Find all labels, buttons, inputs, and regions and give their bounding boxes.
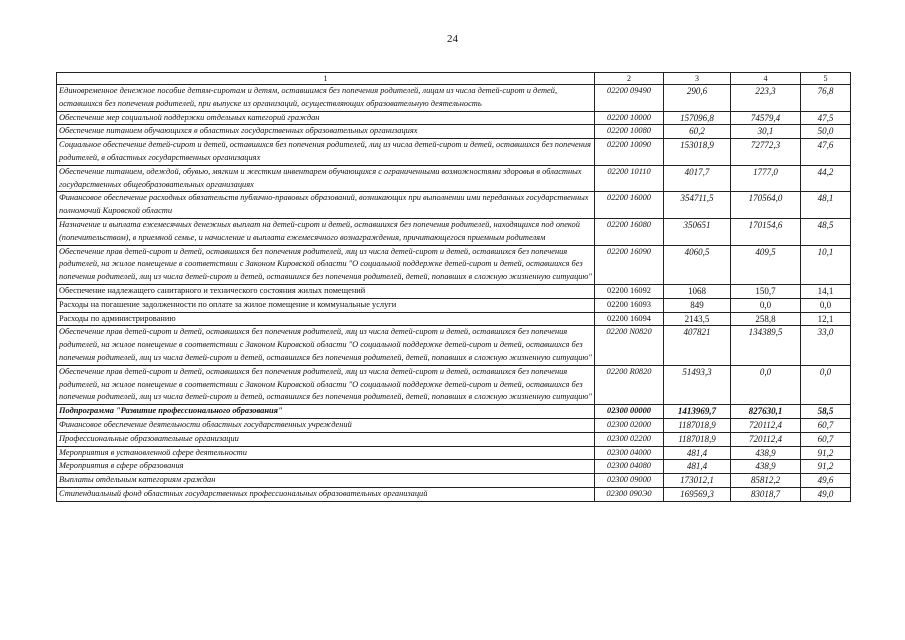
table-row xyxy=(57,326,851,365)
table-row xyxy=(57,139,851,166)
row-percent-cell: 47,5 xyxy=(801,111,851,125)
row-fact-cell: 72772,3 xyxy=(731,139,801,166)
row-plan-cell: 290,6 xyxy=(664,85,731,112)
row-name-cell: Единовременное денежное пособие детям-сиротам и детям, оставшимся без попечения родителей, лицам из числа детей-сирот и детей, оставшихся без попечения родителей, при выпуске из организаций, осуществляющих образовательную деятельность xyxy=(57,85,595,112)
table-row xyxy=(57,418,851,432)
table-body xyxy=(57,85,851,502)
col-header-fact: 4 xyxy=(731,73,801,85)
row-code-cell: 02200 R0820 xyxy=(595,365,664,404)
row-percent-cell: 50,0 xyxy=(801,125,851,139)
row-percent-cell: 91,2 xyxy=(801,460,851,474)
row-name-cell: Мероприятия в сфере образования xyxy=(57,460,595,474)
page-number: 24 xyxy=(447,33,458,45)
row-name-cell: Обеспечение надлежащего санитарного и технического состояния жилых помещений xyxy=(57,284,595,298)
budget-table xyxy=(56,72,851,502)
table-row xyxy=(57,85,851,112)
row-plan-cell: 169569,3 xyxy=(664,487,731,501)
row-name-cell: Профессиональные образовательные организации xyxy=(57,432,595,446)
row-percent-cell: 0,0 xyxy=(801,298,851,312)
row-code-cell: 02200 10000 xyxy=(595,111,664,125)
table-row xyxy=(57,245,851,284)
row-fact-cell: 134389,5 xyxy=(731,326,801,365)
row-name-cell: Обеспечение мер социальной поддержки отдельных категорий граждан xyxy=(57,111,595,125)
row-code-cell: 02200 10090 xyxy=(595,139,664,166)
row-fact-cell: 85812,2 xyxy=(731,474,801,488)
row-code-cell: 02300 090Э0 xyxy=(595,487,664,501)
row-plan-cell: 354711,5 xyxy=(664,192,731,219)
row-percent-cell: 49,0 xyxy=(801,487,851,501)
row-fact-cell: 170564,0 xyxy=(731,192,801,219)
col-header-plan: 3 xyxy=(664,73,731,85)
row-percent-cell: 60,7 xyxy=(801,432,851,446)
row-code-cell: 02300 00000 xyxy=(595,405,664,419)
table-row xyxy=(57,365,851,404)
col-header-code: 2 xyxy=(595,73,664,85)
row-code-cell: 02200 16000 xyxy=(595,192,664,219)
row-fact-cell: 438,9 xyxy=(731,460,801,474)
row-code-cell: 02200 N0820 xyxy=(595,326,664,365)
row-percent-cell: 10,1 xyxy=(801,245,851,284)
table-row xyxy=(57,432,851,446)
table-row xyxy=(57,487,851,501)
row-fact-cell: 74579,4 xyxy=(731,111,801,125)
row-percent-cell: 0,0 xyxy=(801,365,851,404)
row-fact-cell: 720112,4 xyxy=(731,418,801,432)
col-header-name: 1 xyxy=(57,73,595,85)
row-percent-cell: 48,5 xyxy=(801,218,851,245)
row-percent-cell: 33,0 xyxy=(801,326,851,365)
row-fact-cell: 409,5 xyxy=(731,245,801,284)
row-plan-cell: 481,4 xyxy=(664,446,731,460)
row-name-cell: Обеспечение питанием, одеждой, обувью, мягким и жестким инвентарем обучающихся с ограниченными возможностями здоровья в областных государственных общеобразовательных организациях xyxy=(57,165,595,192)
row-percent-cell: 76,8 xyxy=(801,85,851,112)
row-name-cell: Подпрограмма "Развитие профессионального образования" xyxy=(57,405,595,419)
row-plan-cell: 407821 xyxy=(664,326,731,365)
row-code-cell: 02300 04000 xyxy=(595,446,664,460)
row-plan-cell: 2143,5 xyxy=(664,312,731,326)
row-fact-cell: 0,0 xyxy=(731,298,801,312)
row-plan-cell: 4060,5 xyxy=(664,245,731,284)
row-fact-cell: 258,8 xyxy=(731,312,801,326)
row-name-cell: Расходы на погашение задолженности по оплате за жилое помещение и коммунальные услуги xyxy=(57,298,595,312)
row-code-cell: 02200 16080 xyxy=(595,218,664,245)
row-name-cell: Обеспечение прав детей-сирот и детей, оставшихся без попечения родителей, лиц из числа детей-сирот и детей, оставшихся без попечения родителей, на жилое помещение в соответствии с Законом Кировской области "О социальной поддержке детей-сирот и детей, оставшихся без попечения родителей, лиц из числа детей-сирот и детей, оставшихся без попечения родителей, детей, попавших в сложную жизненную ситуацию" xyxy=(57,365,595,404)
row-fact-cell: 170154,6 xyxy=(731,218,801,245)
row-fact-cell: 30,1 xyxy=(731,125,801,139)
row-plan-cell: 1068 xyxy=(664,284,731,298)
row-plan-cell: 1187018,9 xyxy=(664,432,731,446)
row-percent-cell: 49,6 xyxy=(801,474,851,488)
row-fact-cell: 83018,7 xyxy=(731,487,801,501)
row-name-cell: Стипендиальный фонд областных государственных профессиональных образовательных организаций xyxy=(57,487,595,501)
row-name-cell: Выплаты отдельным категориям граждан xyxy=(57,474,595,488)
table-row xyxy=(57,284,851,298)
row-code-cell: 02200 10080 xyxy=(595,125,664,139)
row-percent-cell: 48,1 xyxy=(801,192,851,219)
row-percent-cell: 14,1 xyxy=(801,284,851,298)
table-row xyxy=(57,446,851,460)
row-name-cell: Мероприятия в установленной сфере деятельности xyxy=(57,446,595,460)
header-row xyxy=(57,73,851,85)
table-row xyxy=(57,125,851,139)
row-code-cell: 02300 09000 xyxy=(595,474,664,488)
table-row xyxy=(57,405,851,419)
row-percent-cell: 12,1 xyxy=(801,312,851,326)
row-plan-cell: 1413969,7 xyxy=(664,405,731,419)
row-fact-cell: 720112,4 xyxy=(731,432,801,446)
row-plan-cell: 60,2 xyxy=(664,125,731,139)
row-plan-cell: 350651 xyxy=(664,218,731,245)
row-name-cell: Обеспечение прав детей-сирот и детей, оставшихся без попечения родителей, лиц из числа детей-сирот и детей, оставшихся без попечения родителей, на жилое помещение в соответствии с Законом Кировской области "О социальной поддержке детей-сирот и детей, оставшихся без попечения родителей, лиц из числа детей-сирот и детей, оставшихся без попечения родителей, детей, попавших в сложную жизненную ситуацию" xyxy=(57,326,595,365)
row-name-cell: Обеспечение питанием обучающихся в областных государственных образовательных организациях xyxy=(57,125,595,139)
row-percent-cell: 44,2 xyxy=(801,165,851,192)
row-percent-cell: 60,7 xyxy=(801,418,851,432)
table-row xyxy=(57,192,851,219)
table-row xyxy=(57,298,851,312)
row-code-cell: 02200 16092 xyxy=(595,284,664,298)
row-name-cell: Обеспечение прав детей-сирот и детей, оставшихся без попечения родителей, лиц из числа детей-сирот и детей, оставшихся без попечения родителей, на жилое помещение в соответствии с Законом Кировской области "О социальной поддержке детей-сирот и детей, оставшихся без попечения родителей, лиц из числа детей-сирот и детей, оставшихся без попечения родителей, детей, попавших в сложную жизненную ситуацию" xyxy=(57,245,595,284)
row-percent-cell: 91,2 xyxy=(801,446,851,460)
row-percent-cell: 58,5 xyxy=(801,405,851,419)
row-code-cell: 02300 04080 xyxy=(595,460,664,474)
row-fact-cell: 1777,0 xyxy=(731,165,801,192)
row-fact-cell: 150,7 xyxy=(731,284,801,298)
row-plan-cell: 481,4 xyxy=(664,460,731,474)
row-fact-cell: 438,9 xyxy=(731,446,801,460)
row-name-cell: Назначение и выплата ежемесячных денежных выплат на детей-сирот и детей, оставшихся без попечения родителей, находящихся под опекой (попечительством), в приемной семье, и начисление и выплата ежемесячного вознаграждения, причитающегося приемным родителям xyxy=(57,218,595,245)
row-name-cell: Финансовое обеспечение деятельности областных государственных учреждений xyxy=(57,418,595,432)
row-code-cell: 02200 09490 xyxy=(595,85,664,112)
row-plan-cell: 1187018,9 xyxy=(664,418,731,432)
row-code-cell: 02200 16094 xyxy=(595,312,664,326)
row-plan-cell: 153018,9 xyxy=(664,139,731,166)
row-code-cell: 02300 02200 xyxy=(595,432,664,446)
row-code-cell: 02200 16093 xyxy=(595,298,664,312)
row-plan-cell: 157096,8 xyxy=(664,111,731,125)
table-row xyxy=(57,111,851,125)
row-fact-cell: 223,3 xyxy=(731,85,801,112)
row-name-cell: Финансовое обеспечение расходных обязательств публично-правовых образований, возникающих при выполнении ими переданных государственных полномочий Кировской области xyxy=(57,192,595,219)
row-code-cell: 02200 16090 xyxy=(595,245,664,284)
row-fact-cell: 0,0 xyxy=(731,365,801,404)
row-code-cell: 02200 10110 xyxy=(595,165,664,192)
table-row xyxy=(57,312,851,326)
row-plan-cell: 849 xyxy=(664,298,731,312)
row-plan-cell: 51493,3 xyxy=(664,365,731,404)
row-fact-cell: 827630,1 xyxy=(731,405,801,419)
row-plan-cell: 4017,7 xyxy=(664,165,731,192)
table-row xyxy=(57,460,851,474)
row-name-cell: Социальное обеспечение детей-сирот и детей, оставшихся без попечения родителей, лиц из числа детей-сирот и детей, оставшихся без попечения родителей, в областных государственных организациях xyxy=(57,139,595,166)
row-code-cell: 02300 02000 xyxy=(595,418,664,432)
row-percent-cell: 47,6 xyxy=(801,139,851,166)
table-row xyxy=(57,165,851,192)
row-name-cell: Расходы по администрированию xyxy=(57,312,595,326)
row-plan-cell: 173012,1 xyxy=(664,474,731,488)
table-row xyxy=(57,474,851,488)
col-header-percent: 5 xyxy=(801,73,851,85)
table-row xyxy=(57,218,851,245)
